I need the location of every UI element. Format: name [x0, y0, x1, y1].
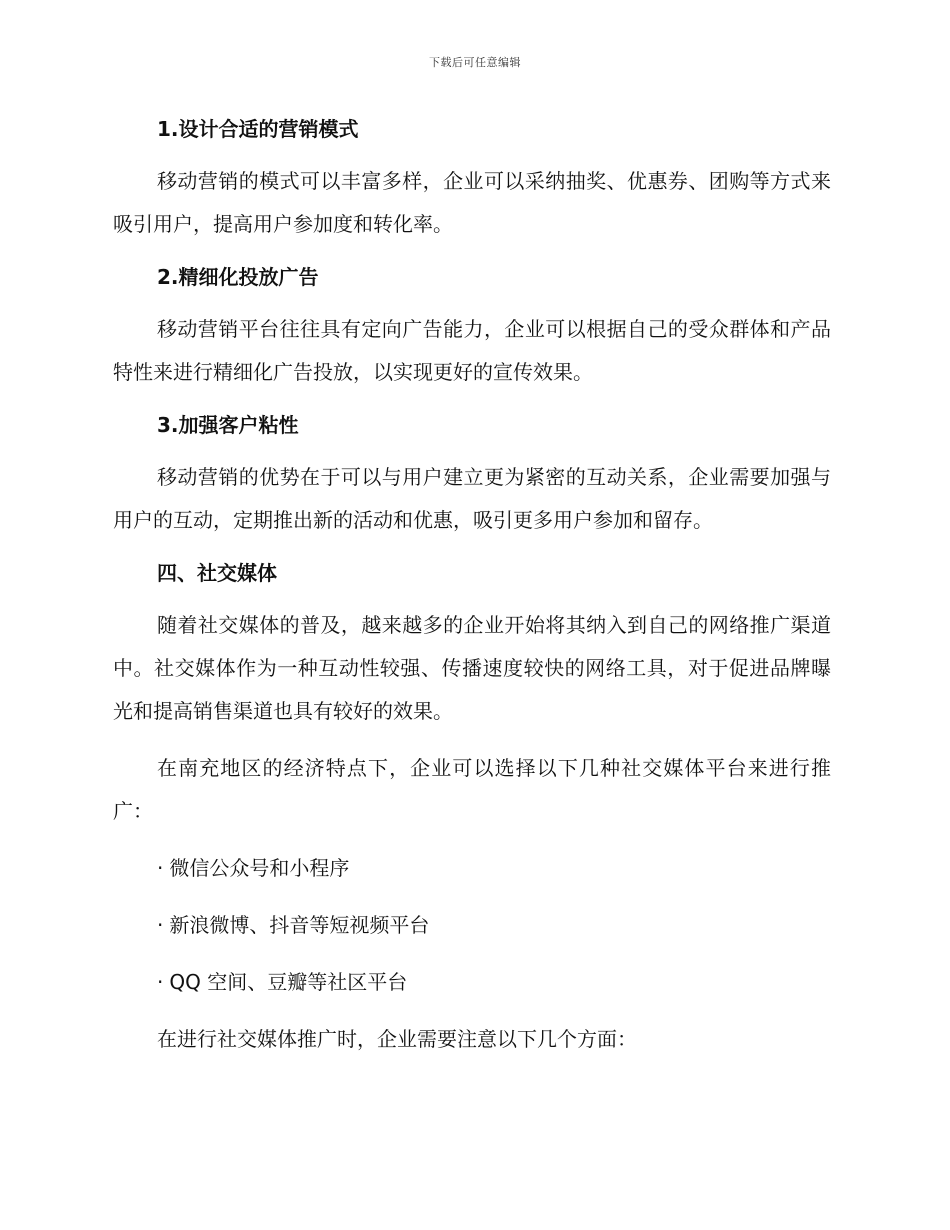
bullet-dot: · [157, 856, 164, 880]
section-heading-4: 四、社交媒体 [157, 561, 277, 585]
section-paragraph-4b: 在南充地区的经济特点下，企业可以选择以下几种社交媒体平台来进行推广： [113, 756, 831, 823]
document-body [113, 112, 831, 1075]
list-item [113, 904, 831, 947]
bullet-dot: · [157, 913, 164, 937]
section-heading-2: 2.精细化投放广告 [157, 265, 319, 289]
section-paragraph-3: 移动营销的优势在于可以与用户建立更为紧密的互动关系，企业需要加强与用户的互动，定期推出新的活动和优惠，吸引更多用户参加和留存。 [113, 465, 831, 532]
section-paragraph-4c: 在进行社交媒体推广时，企业需要注意以下几个方面： [157, 1027, 637, 1051]
bullet-dot: · [157, 970, 164, 994]
list-item-text: QQ 空间、豆瓣等社区平台 [169, 970, 408, 994]
section-paragraph-2: 移动营销平台往往具有定向广告能力，企业可以根据自己的受众群体和产品特性来进行精细化广告投放，以实现更好的宣传效果。 [113, 317, 831, 384]
section-paragraph-4a: 随着社交媒体的普及，越来越多的企业开始将其纳入到自己的网络推广渠道中。社交媒体作为一种互动性较强、传播速度较快的网络工具，对于促进品牌曝光和提高销售渠道也具有较好的效果。 [113, 613, 831, 723]
list-item [113, 961, 831, 1004]
header-note: 下载后可任意编辑 [429, 56, 521, 69]
section-heading-1: 1.设计合适的营销模式 [157, 117, 359, 141]
list-item [113, 847, 831, 890]
section-heading-3: 3.加强客户粘性 [157, 413, 299, 437]
list-item-text: 微信公众号和小程序 [169, 856, 350, 880]
list-item-text: 新浪微博、抖音等短视频平台 [169, 913, 430, 937]
section-paragraph-1: 移动营销的模式可以丰富多样，企业可以采纳抽奖、优惠券、团购等方式来吸引用户，提高用户参加度和转化率。 [113, 169, 831, 236]
